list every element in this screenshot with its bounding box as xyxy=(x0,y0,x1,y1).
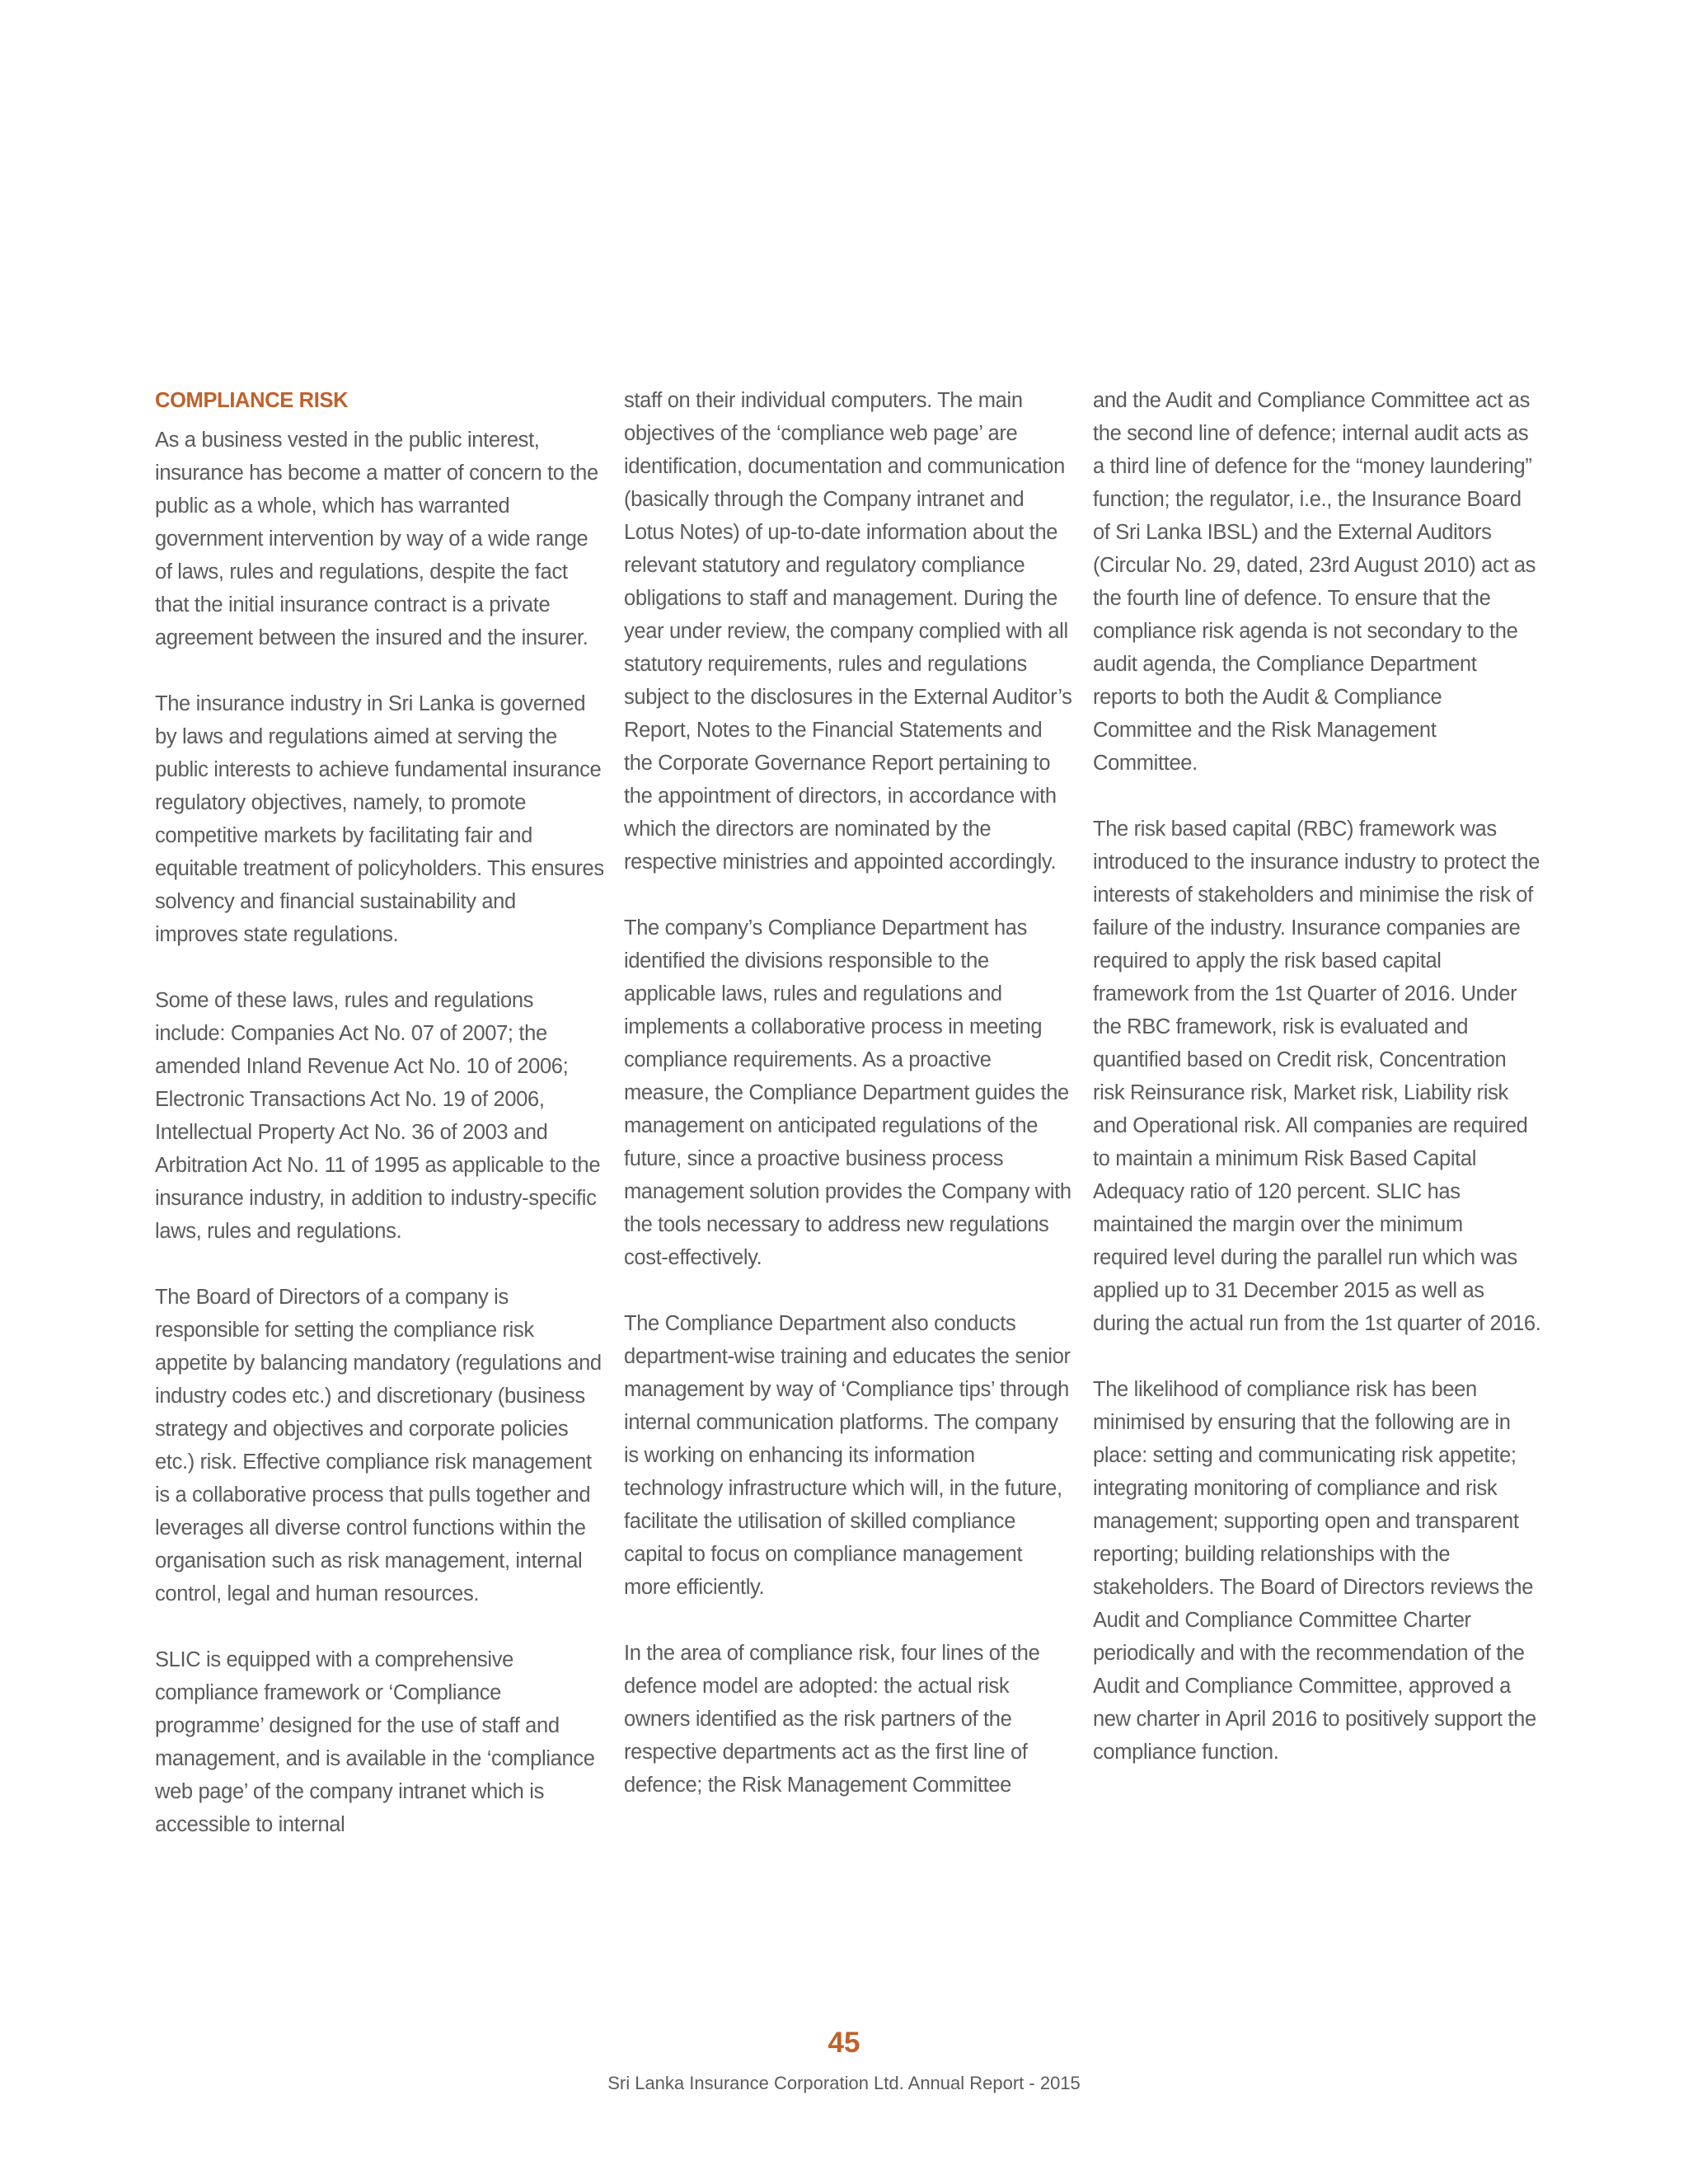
paragraph: Some of these laws, rules and regulations include: Companies Act No. 07 of 2007; the amended Inland Revenue Act No. 10 of 2006; Electronic Transactions Act No. 19 of 2006, Intellectual Property Act No. 36 of 2003 and Arbitration Act No. 11 of 1995 as applicable to the insurance industry, in addition to industry-specific laws, rules and regulations. xyxy=(155,989,601,1243)
paragraph: As a business vested in the public interest, insurance has become a matter of concern to the public as a whole, which has warranted government intervention by way of a wide range of laws, rules and regulations, despite the fact that the initial insurance contract is a private agreement between the insured and the insurer. xyxy=(155,429,598,649)
paragraph: and the Audit and Compliance Committee act as the second line of defence; internal audit acts as a third line of defence for the “money laundering” function; the regulator, i.e., the Insurance Board of Sri Lanka IBSL) and the External Auditors (Circular No. 29, dated, 23rd August 2010) act as the fourth line of defence. To ensure that the compliance risk agenda is not secondary to the audit agenda, the Compliance Department reports to both the Audit & Compliance Committee and the Risk Management Committee. xyxy=(1093,389,1536,775)
paragraph: In the area of compliance risk, four lines of the defence model are adopted: the actual risk owners identified as the risk partners of the respective departments act as the first line of defence; the Risk Management Committee xyxy=(624,1642,1040,1797)
text-column-2 xyxy=(624,384,1073,1802)
text-column-1 xyxy=(155,384,604,1841)
paragraph: The insurance industry in Sri Lanka is governed by laws and regulations aimed at serving the public interests to achieve fundamental insurance regulatory objectives, namely, to promote competitive markets by facilitating fair and equitable treatment of policyholders. This ensures solvency and financial sustainability and improves state regulations. xyxy=(155,692,604,946)
footer-publication: Sri Lanka Insurance Corporation Ltd. Annual Report - 2015 xyxy=(607,2073,1081,2093)
paragraph: SLIC is equipped with a comprehensive compliance framework or ‘Compliance programme’ designed for the use of staff and management, and is available in the ‘compliance web page’ of the company intranet which is accessible to internal xyxy=(155,1648,595,1836)
paragraph: The company’s Compliance Department has identified the divisions responsible to the applicable laws, rules and regulations and implements a collaborative process in meeting compliance requirements. As a proactive measure, the Compliance Department guides the management on anticipated regulations of the future, since a proactive business process management solution provides the Company with the tools necessary to address new regulations cost-effectively. xyxy=(624,916,1071,1269)
text-column-3 xyxy=(1093,384,1542,1769)
paragraph: The risk based capital (RBC) framework was introduced to the insurance industry to protect the interests of stakeholders and minimise the risk of failure of the industry. Insurance companies are required to apply the risk based capital framework from the 1st Quarter of 2016. Under the RBC framework, risk is evaluated and quantified based on Credit risk, Concentration risk Reinsurance risk, Market risk, Liability risk and Operational risk. All companies are required to maintain a minimum Risk Based Capital Adequacy ratio of 120 percent. SLIC has maintained the margin over the minimum required level during the parallel run which was applied up to 31 December 2015 as well as during the actual run from the 1st quarter of 2016. xyxy=(1093,818,1541,1335)
paragraph: The likelihood of compliance risk has been minimised by ensuring that the following are in place: setting and communicating risk appetite; integrating monitoring of compliance and risk management; supporting open and transparent reporting; building relationships with the stakeholders. The Board of Directors reviews the Audit and Compliance Committee Charter periodically and with the recommendation of the Audit and Compliance Committee, approved a new charter in April 2016 to positively support the compliance function. xyxy=(1093,1378,1536,1764)
paragraph: staff on their individual computers. The main objectives of the ‘compliance web page’ are identification, documentation and communication (basically through the Company intranet and Lotus Notes) of up-to-date information about the relevant statutory and regulatory compliance obligations to staff and management. During the year under review, the company complied with all statutory requirements, rules and regulations subject to the disclosures in the External Auditor’s Report, Notes to the Financial Statements and the Corporate Governance Report pertaining to the appointment of directors, in accordance with which the directors are nominated by the respective ministries and appointed accordingly. xyxy=(624,389,1072,874)
page-number: 45 xyxy=(828,2027,860,2059)
section-heading: COMPLIANCE RISK xyxy=(155,389,349,412)
paragraph: The Compliance Department also conducts department-wise training and educates the senior management by way of ‘Compliance tips’ through internal communication platforms. The company is working on enhancing its information technology infrastructure which will, in the future, facilitate the utilisation of skilled compliance capital to focus on compliance management more efficiently. xyxy=(624,1312,1071,1599)
paragraph: The Board of Directors of a company is responsible for setting the compliance risk appetite by balancing mandatory (regulations and industry codes etc.) and discretionary (business strategy and objectives and corporate policies etc.) risk. Effective compliance risk management is a collaborative process that pulls together and leverages all diverse control functions within the organisation such as risk management, internal control, legal and human resources. xyxy=(155,1286,602,1605)
